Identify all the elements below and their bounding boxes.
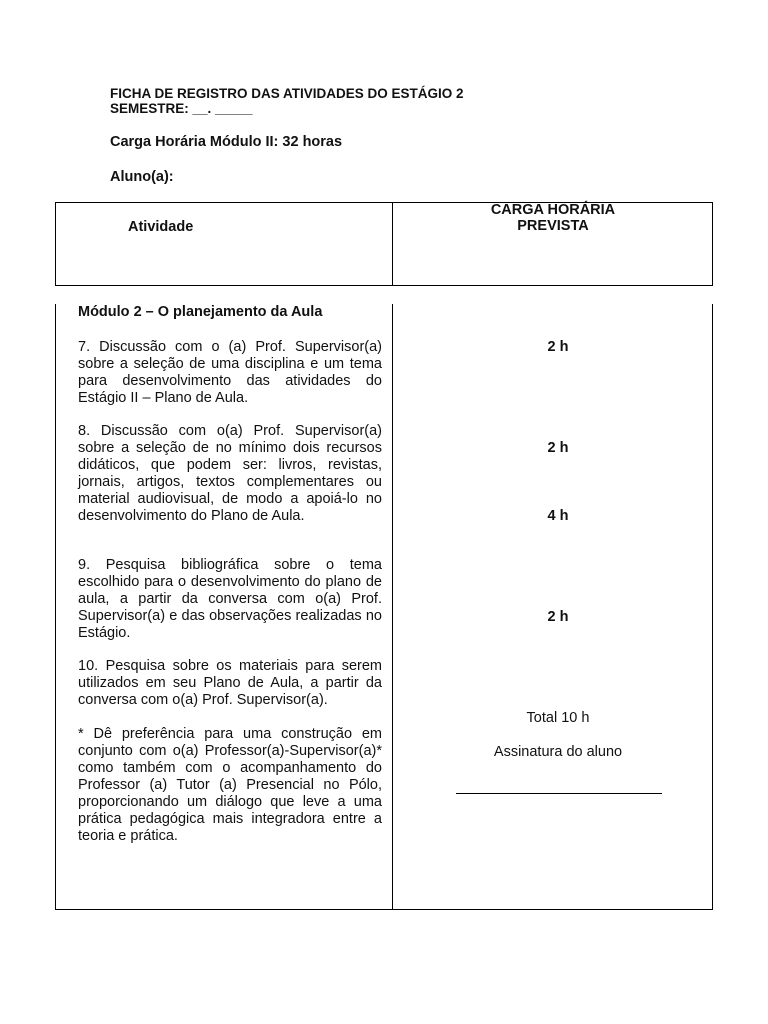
activity-item-7: 7. Discussão com o (a) Prof. Supervisor(a) sobre a seleção de uma disciplina e um tema para desenvolvimento das atividades do Estágio II – Plano de Aula. bbox=[78, 339, 382, 406]
body-bottom-border bbox=[55, 909, 713, 910]
hours-item-9: 2 h bbox=[547, 609, 569, 625]
hours-column-header bbox=[393, 202, 713, 234]
activity-item-8: 8. Discussão com o(a) Prof. Supervisor(a) sobre a seleção de no mínimo dois recursos didáticos, que podem ser: livros, revistas, jornais, artigos, textos complementares ou material audiovisual, de modo a apoiá-lo no desenvolvimento do Plano de Aula. bbox=[78, 423, 382, 524]
hours-item-7: 2 h bbox=[547, 339, 569, 355]
preference-note: * Dê preferência para uma construção em conjunto com o(a) Professor(a)-Supervisor(a)* como também com o acompanhamento do Professor (a) Tutor (a) Presencial no Pólo, proporcionando um diálogo que leve a uma prática pedagógica mais integradora entre a teoria e prática. bbox=[78, 726, 382, 844]
total-hours: Total 10 h bbox=[526, 710, 590, 726]
workload-line: Carga Horária Módulo II: 32 horas bbox=[110, 134, 343, 150]
activity-column-header: Atividade bbox=[128, 219, 194, 235]
hours-item-8b: 4 h bbox=[547, 508, 569, 524]
form-title: FICHA DE REGISTRO DAS ATIVIDADES DO ESTÁGIO 2 bbox=[110, 86, 464, 101]
activity-item-10: 10. Pesquisa sobre os materiais para serem utilizados em seu Plano de Aula, a partir da conversa com o(a) Prof. Supervisor(a). bbox=[78, 658, 382, 708]
signature-label: Assinatura do aluno bbox=[493, 744, 623, 760]
hours-item-8a: 2 h bbox=[547, 440, 569, 456]
body-right-border bbox=[712, 304, 713, 910]
hours-header-line2: PREVISTA bbox=[517, 218, 589, 234]
body-divider bbox=[392, 304, 393, 910]
module-title: Módulo 2 – O planejamento da Aula bbox=[78, 304, 323, 320]
signature-line bbox=[456, 793, 662, 794]
activity-item-9: 9. Pesquisa bibliográfica sobre o tema escolhido para o desenvolvimento do plano de aula, a partir da conversa com o(a) Prof. Supervisor(a) e das observações realizadas no Estágio. bbox=[78, 557, 382, 641]
semester-line: SEMESTRE: __. _____ bbox=[110, 101, 253, 116]
body-left-border bbox=[55, 304, 56, 910]
hours-header-line1: CARGA HORÁRIA bbox=[490, 202, 616, 218]
student-line: Aluno(a): bbox=[110, 169, 174, 185]
